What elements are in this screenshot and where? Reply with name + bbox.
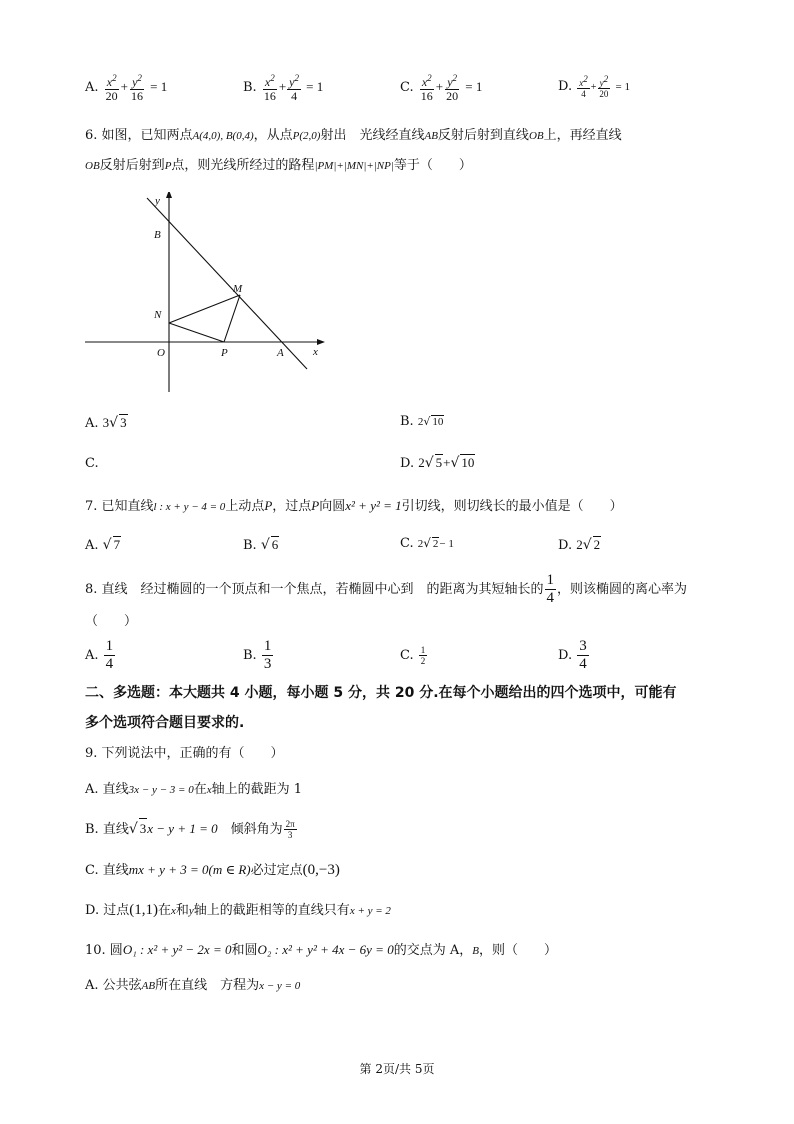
label-m: M (233, 283, 243, 295)
math: x − y + 1 = 0 (147, 821, 218, 836)
label-x: x (313, 346, 318, 358)
math: y (188, 905, 194, 917)
math: P (311, 498, 320, 513)
option-label: B. (243, 648, 257, 663)
coef: 2 (576, 537, 583, 552)
q9-option-c (85, 860, 340, 881)
radicand: 10 (461, 455, 475, 470)
q9-option-a (85, 780, 302, 800)
math: A(4,0), B(0,4) (192, 130, 254, 142)
text: ，则（ ） (478, 943, 557, 958)
q6-stem-line1 (85, 126, 622, 146)
frac-den: 16 (263, 89, 276, 103)
frac-num: y (289, 75, 295, 89)
section-heading-line1: 二、多选题：本大题共 4 小题，每小题 5 分，共 20 分.在每个小题给出的四个选项中，可能有 (85, 685, 677, 701)
frac-den: 4 (581, 89, 586, 99)
y-arrow (166, 192, 172, 198)
q6-option-b: B. 2√ 10 (400, 414, 444, 429)
text: 的交点为 A， (393, 943, 473, 958)
label-o: O (157, 347, 165, 359)
q8-option-c (400, 645, 428, 666)
math: mx + y + 3 = 0 (128, 862, 209, 877)
q6-stem-line2 (85, 156, 472, 176)
q7-option-b: B. √ 6 (243, 537, 279, 553)
radicand: 3 (139, 818, 148, 839)
ray-np (169, 323, 224, 342)
text: 7. 已知直线 (85, 499, 154, 514)
text: B. 直线 (85, 822, 129, 837)
frac-num: 1 (105, 638, 114, 654)
radicand: 3 (120, 415, 127, 430)
option-label: C. (85, 456, 99, 471)
text: A. 直线 (85, 782, 129, 797)
text: 在 (193, 782, 207, 797)
frac-den: 4 (546, 590, 555, 606)
option-label: D. (400, 456, 415, 471)
q7-option-c: C. 2√ 2− 1 (400, 536, 454, 551)
q7-stem (85, 496, 623, 517)
equation-rhs: = 1 (465, 79, 483, 94)
frac-num: 1 (263, 638, 272, 654)
q6-option-d: D. 2√ 5+√ 10 (400, 455, 475, 471)
option-label: D. (558, 79, 573, 94)
coef: 3 (102, 415, 110, 430)
text: 上动点 (225, 499, 265, 514)
option-label: A. (85, 648, 99, 663)
text: ，过点 (272, 499, 312, 514)
radicand: 10 (432, 416, 444, 428)
option-label: B. (243, 80, 257, 95)
q8-stem (85, 572, 687, 607)
text: 向圆 (319, 499, 346, 514)
section-heading-line2: 多个选项符合题目要求的. (85, 715, 245, 731)
frac-num: 2π (285, 819, 295, 829)
q10-option-a (85, 976, 300, 996)
math: (0,−3) (302, 862, 340, 878)
text: D. 过点 (85, 903, 130, 918)
math: P (264, 498, 273, 513)
text: 和圆 (231, 943, 258, 958)
text: 8. 直线 经过椭圆的一个顶点和一个焦点，若椭圆中心到 的距离为其短轴长的 (85, 582, 544, 597)
frac-den: 3 (263, 656, 272, 672)
equation-rhs: = 1 (150, 79, 168, 94)
q9-stem: 9. 下列说法中，正确的有（ ） (85, 746, 284, 761)
math: 3x − y − 3 = 0 (128, 784, 194, 796)
text: 在 (157, 903, 171, 918)
math: (1,1) (129, 902, 158, 918)
frac-num: y (447, 75, 453, 89)
math: O₂ : x² + y² + 4x − 6y = 0 (257, 942, 394, 957)
q6-geometry-figure (85, 192, 335, 397)
q10-stem (85, 940, 557, 961)
x-arrow (317, 339, 325, 345)
option-label: D. (558, 648, 573, 663)
text: 引切线，则切线长的最小值是（ ） (401, 499, 623, 514)
option-label: B. (400, 414, 414, 429)
frac-den: 20 (599, 89, 609, 99)
math: P(2,0) (292, 130, 321, 142)
math: AB (141, 980, 156, 992)
q8-paren: （ ） (85, 614, 138, 629)
text: A. 公共弦 (85, 978, 142, 993)
frac-num: 3 (579, 638, 587, 654)
q9-option-b: B. 直线√ 3x − y + 1 = 0 倾斜角为 $\frac{2\pi}{3}$ (85, 819, 295, 840)
q8-option-b (243, 638, 274, 673)
label-b: B (154, 229, 161, 241)
frac-den: 16 (131, 89, 144, 103)
tail: − 1 (439, 538, 454, 550)
frac-den: 16 (420, 89, 433, 103)
ray-pm (224, 295, 240, 342)
text: 6. 如图，已知两点 (85, 128, 193, 143)
frac-den: 4 (579, 656, 587, 672)
frac-num: x (421, 75, 428, 89)
q5-option-d: D. $\frac{x^2}{4}$ + $\frac{y^2}{20}$ = 1 (558, 74, 630, 99)
frac-den: 2 (420, 656, 426, 666)
math: O₁ : x² + y² − 2x = 0 (122, 942, 232, 957)
frac-den: 20 (446, 89, 459, 103)
math: |PM|+|MN|+|NP| (314, 160, 394, 172)
text: 反射后射到直线 (437, 128, 529, 143)
radicand: 6 (271, 537, 279, 552)
label-n: N (154, 309, 162, 321)
radicand: 2 (432, 538, 439, 550)
math: OB (85, 160, 100, 172)
coef: 2 (417, 538, 424, 550)
ray-mn (169, 295, 240, 323)
math: AB (424, 130, 438, 142)
q8-option-d (558, 638, 590, 673)
text: 必过定点 (250, 863, 303, 878)
frac-den: 3 (287, 830, 293, 840)
option-label: C. (400, 536, 414, 551)
label-a: A (277, 347, 284, 359)
radicand: 2 (593, 537, 601, 552)
label-p: P (221, 347, 228, 359)
math: P (164, 160, 172, 172)
coef: 2 (417, 416, 424, 428)
text: 10. 圆 (85, 943, 123, 958)
math: (m ∈ R) (208, 862, 251, 877)
frac-num: 1 (546, 572, 555, 588)
math: x² + y² = 1 (345, 498, 402, 513)
q9-option-d (85, 900, 391, 921)
q7-option-d: D. 2√ 2 (558, 537, 601, 553)
text: ，从点 (253, 128, 293, 143)
frac-den: 4 (105, 656, 114, 672)
option-label: A. (85, 538, 99, 553)
math: B (472, 945, 479, 957)
text: 和 (175, 903, 189, 918)
plus: + (443, 455, 451, 470)
q6-option-a: A. 3√ 3 (85, 415, 127, 431)
radicand: 7 (113, 537, 121, 552)
q5-option-b: B. $\frac{x^2}{16}$ + $\frac{y^2}{4}$ = 1 (243, 73, 324, 103)
line-ab (147, 198, 307, 369)
q6-option-c (85, 456, 99, 471)
option-label: C. (400, 648, 414, 663)
math: x + y = 2 (349, 905, 391, 917)
coef: 2 (418, 455, 425, 470)
frac-num: y (132, 75, 138, 89)
frac-num: x (579, 78, 584, 88)
math: x − y = 0 (259, 980, 301, 992)
equation-rhs: = 1 (615, 81, 630, 93)
q5-option-a: A. $\frac{x^2}{20}$ + $\frac{y^2}{16}$ = 1 (85, 73, 168, 103)
text: 轴上的截距相等的直线只有 (193, 903, 350, 918)
q8-option-a (85, 638, 116, 673)
frac-num: y (599, 78, 604, 88)
text: 点，则光线所经过的路程 (171, 158, 315, 173)
text: 所在直线 方程为 (155, 978, 260, 993)
frac-den: 20 (105, 89, 118, 103)
frac-num: x (106, 75, 113, 89)
math: x (171, 905, 176, 917)
text: 倾斜角为 (217, 822, 283, 837)
frac-den: 4 (291, 89, 298, 103)
text: 射出 光线经直线 (320, 128, 425, 143)
equation-rhs: = 1 (306, 79, 324, 94)
q5-option-c: C. $\frac{x^2}{16}$ + $\frac{y^2}{20}$ = 1 (400, 73, 483, 103)
option-label: C. (400, 80, 414, 95)
option-label: A. (85, 416, 99, 431)
math: x (206, 784, 212, 796)
option-label: A. (85, 80, 99, 95)
radicand: 5 (435, 455, 443, 470)
text: 轴上的截距为 1 (211, 782, 303, 797)
page-footer: 第 2页/共 5页 (359, 1062, 435, 1076)
text: 等于（ ） (393, 158, 472, 173)
option-label: B. (243, 538, 257, 553)
frac-num: x (264, 75, 271, 89)
option-label: D. (558, 538, 573, 553)
frac-num: 1 (420, 645, 426, 655)
label-y: y (155, 195, 160, 207)
text: 上，再经直线 (543, 128, 622, 143)
text: C. 直线 (85, 863, 129, 878)
math: l : x + y − 4 = 0 (153, 501, 226, 513)
math: OB (528, 130, 544, 142)
text: ，则该椭圆的离心率为 (557, 582, 688, 597)
text: 反射后射到 (99, 158, 165, 173)
q7-option-a: A. √ 7 (85, 537, 121, 553)
